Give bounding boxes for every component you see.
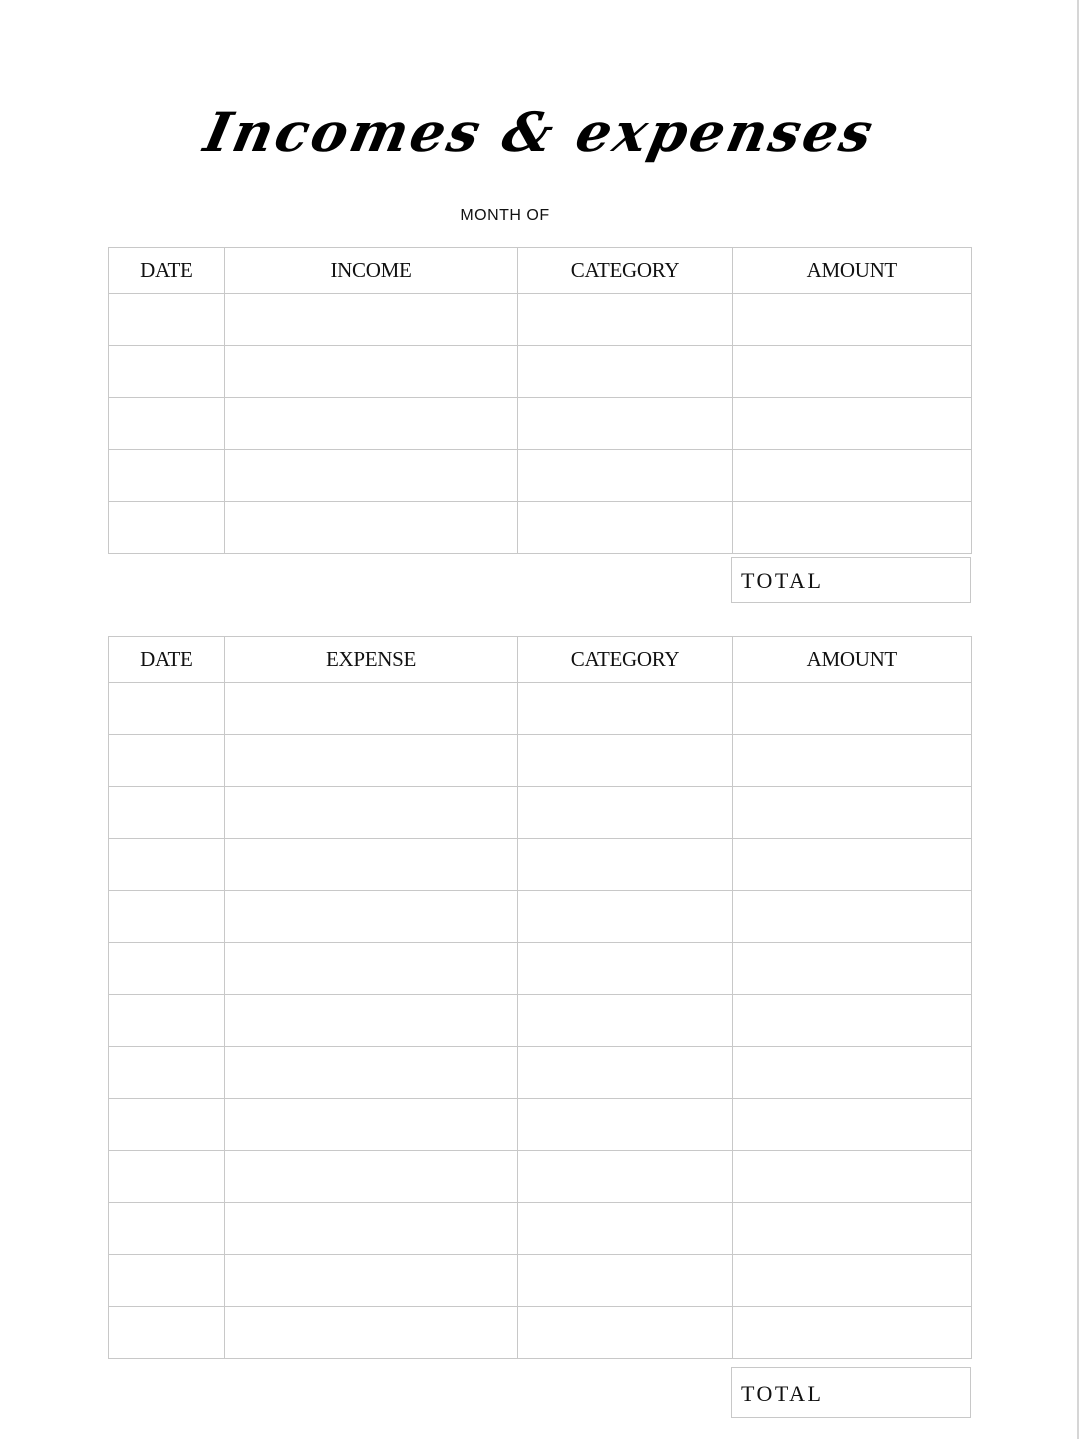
header-expense: EXPENSE (224, 637, 518, 683)
description-cell (224, 787, 518, 839)
description-cell (224, 294, 518, 346)
category-cell (518, 1151, 732, 1203)
date-cell (109, 735, 225, 787)
amount-cell (732, 1099, 971, 1151)
amount-cell (732, 735, 971, 787)
table-row (109, 839, 972, 891)
income-total-cell: TOTAL (731, 557, 971, 603)
category-cell (518, 995, 732, 1047)
date-cell (109, 1099, 225, 1151)
month-of-label: MONTH OF (460, 207, 550, 224)
header-date: DATE (109, 637, 225, 683)
header-amount: AMOUNT (732, 637, 971, 683)
date-cell (109, 1151, 225, 1203)
table-row (109, 1307, 972, 1359)
expense-table (108, 636, 972, 1359)
category-cell (518, 398, 732, 450)
amount-cell (732, 1151, 971, 1203)
amount-cell (732, 839, 971, 891)
table-row (109, 502, 972, 554)
page-edge-line (1077, 0, 1079, 1439)
table-row (109, 1047, 972, 1099)
description-cell (224, 398, 518, 450)
description-cell (224, 1151, 518, 1203)
description-cell (224, 735, 518, 787)
date-cell (109, 294, 225, 346)
amount-cell (732, 398, 971, 450)
expense-total-cell: TOTAL (731, 1367, 971, 1418)
category-cell (518, 683, 732, 735)
page-title: Incomes & expenses (198, 100, 882, 164)
date-cell (109, 1047, 225, 1099)
category-cell (518, 450, 732, 502)
date-cell (109, 398, 225, 450)
date-cell (109, 502, 225, 554)
table-row (109, 1099, 972, 1151)
amount-cell (732, 346, 971, 398)
header-income: INCOME (224, 248, 518, 294)
date-cell (109, 839, 225, 891)
header-category: CATEGORY (518, 637, 732, 683)
amount-cell (732, 1047, 971, 1099)
date-cell (109, 450, 225, 502)
amount-cell (732, 995, 971, 1047)
description-cell (224, 502, 518, 554)
category-cell (518, 839, 732, 891)
date-cell (109, 891, 225, 943)
description-cell (224, 995, 518, 1047)
amount-cell (732, 891, 971, 943)
description-cell (224, 346, 518, 398)
amount-cell (732, 1203, 971, 1255)
income-table (108, 247, 972, 554)
category-cell (518, 1255, 732, 1307)
table-row (109, 398, 972, 450)
category-cell (518, 891, 732, 943)
category-cell (518, 787, 732, 839)
category-cell (518, 1307, 732, 1359)
description-cell (224, 1307, 518, 1359)
description-cell (224, 891, 518, 943)
amount-cell (732, 943, 971, 995)
header-amount: AMOUNT (732, 248, 971, 294)
category-cell (518, 735, 732, 787)
amount-cell (732, 683, 971, 735)
header-category: CATEGORY (518, 248, 732, 294)
date-cell (109, 1255, 225, 1307)
table-row (109, 683, 972, 735)
expense-header-row (109, 637, 972, 683)
category-cell (518, 1047, 732, 1099)
description-cell (224, 1203, 518, 1255)
table-row (109, 1255, 972, 1307)
table-row (109, 1151, 972, 1203)
category-cell (518, 346, 732, 398)
table-row (109, 943, 972, 995)
header-date: DATE (109, 248, 225, 294)
table-row (109, 891, 972, 943)
table-row (109, 787, 972, 839)
description-cell (224, 839, 518, 891)
date-cell (109, 683, 225, 735)
category-cell (518, 943, 732, 995)
description-cell (224, 1099, 518, 1151)
category-cell (518, 294, 732, 346)
table-row (109, 1203, 972, 1255)
category-cell (518, 1203, 732, 1255)
amount-cell (732, 450, 971, 502)
table-row (109, 294, 972, 346)
table-row (109, 995, 972, 1047)
amount-cell (732, 787, 971, 839)
date-cell (109, 995, 225, 1047)
category-cell (518, 502, 732, 554)
amount-cell (732, 294, 971, 346)
date-cell (109, 943, 225, 995)
description-cell (224, 943, 518, 995)
date-cell (109, 346, 225, 398)
description-cell (224, 1255, 518, 1307)
date-cell (109, 787, 225, 839)
table-row (109, 735, 972, 787)
description-cell (224, 450, 518, 502)
description-cell (224, 683, 518, 735)
amount-cell (732, 1255, 971, 1307)
date-cell (109, 1307, 225, 1359)
amount-cell (732, 1307, 971, 1359)
amount-cell (732, 502, 971, 554)
date-cell (109, 1203, 225, 1255)
description-cell (224, 1047, 518, 1099)
category-cell (518, 1099, 732, 1151)
table-row (109, 346, 972, 398)
table-row (109, 450, 972, 502)
income-header-row (109, 248, 972, 294)
